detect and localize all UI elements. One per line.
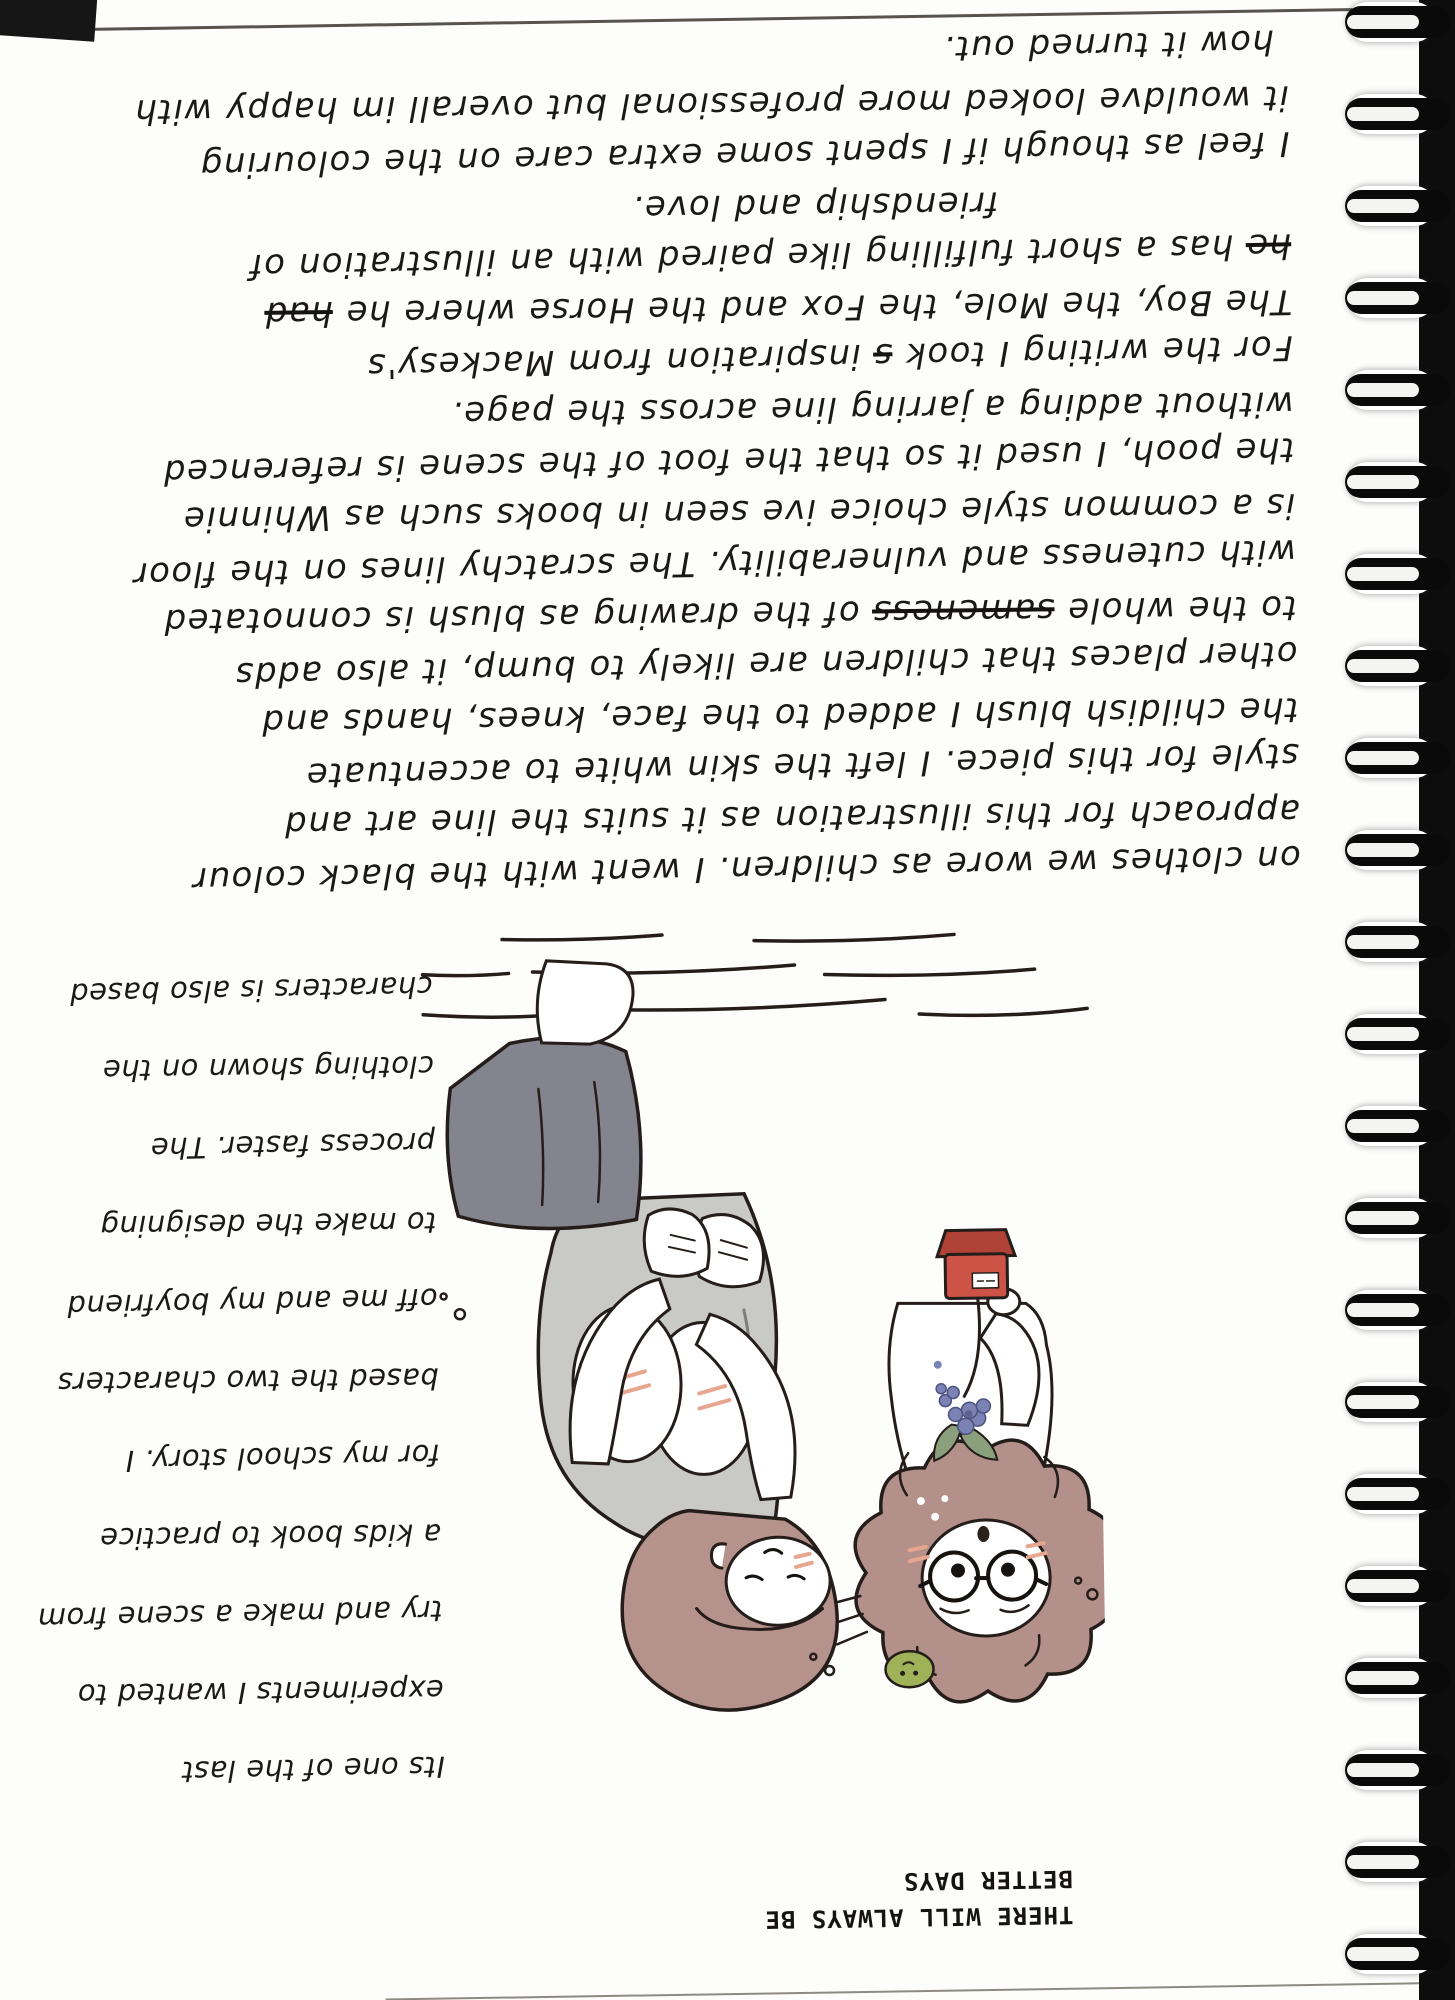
spiral-coil (1345, 1198, 1451, 1238)
spiral-coil (1345, 2, 1451, 42)
handwriting-line: the childish blush I added to the face, knees, hands and (260, 689, 1299, 742)
handwriting-line: off me and my boyfriend (66, 1281, 438, 1324)
illustration-caption (764, 1861, 1074, 1938)
handwriting-line: he has a short fulfilling like paired with an illustration of (248, 225, 1292, 287)
handwriting-line: clothing shown on the (102, 1049, 435, 1088)
handwriting-line: characters is also based (69, 969, 434, 1011)
handwriting-line: other places that children are likely to bump, it also adds (234, 633, 1299, 695)
boy-shorts (446, 1036, 642, 1230)
boy-sock (537, 959, 634, 1044)
spiral-coil (1345, 1566, 1451, 1606)
spiral-coil (1345, 1750, 1451, 1790)
handwritten-paragraphs (0, 18, 1301, 905)
spiral-coil (1345, 1842, 1451, 1882)
handwriting-line: how it turned out. (941, 21, 1275, 69)
handwriting-line: try and make a scene from (37, 1593, 443, 1636)
handwriting-line: it wouldve looked more professional but overall im happy with (133, 77, 1290, 132)
handwriting-line: a kids book to practice (99, 1517, 442, 1556)
spiral-coil (1345, 1934, 1451, 1974)
handwritten-column (0, 949, 446, 1814)
handwriting-line: approach for this illustration as it suits the line art and (283, 791, 1301, 844)
handwriting-line: style for this piece. I left the skin white to accentuate (305, 735, 1300, 796)
spiral-coil (1345, 1106, 1451, 1146)
thought-dots-right (441, 1293, 465, 1319)
handwriting-line: on clothes we wore as children. I went with the black colour (191, 837, 1302, 900)
spiral-coil (1345, 1382, 1451, 1422)
spiral-coil (1345, 462, 1451, 502)
caption-line-1: THERE WILL ALWAYS BE (764, 1900, 1074, 1934)
spiral-coil (1345, 554, 1451, 594)
spiral-coil (1345, 1658, 1451, 1698)
illustration-girl (823, 1228, 1107, 1704)
crossed-out-word: sameness (871, 590, 1055, 633)
pasted-illustration (414, 914, 1107, 1735)
spiral-coil (1345, 1014, 1451, 1054)
handwriting-line: for my school story. I (124, 1437, 441, 1478)
handwriting-line: process faster. The (150, 1125, 436, 1166)
handwriting-line: with cuteness and vulnerability. The scratchy lines on the floor (131, 531, 1297, 595)
spiral-coil (1345, 646, 1451, 686)
spiral-coil (1345, 1474, 1451, 1514)
spiral-coil (1345, 1290, 1451, 1330)
illustration-boy (435, 956, 838, 1714)
handwriting-line: to make the designing (99, 1205, 437, 1244)
crossed-out-word: s (872, 335, 893, 376)
handwriting-line: The Boy, the Mole, the Fox and the Horse where he had (264, 281, 1293, 334)
handwriting-line: I feel as though if I spent some extra care on the colouring (198, 123, 1291, 186)
spiral-coil (1345, 94, 1451, 134)
caption-line-2: BETTER DAYS (902, 1864, 1074, 1896)
crossed-out-word: he (1245, 225, 1292, 267)
spiral-coil (1345, 922, 1451, 962)
spiral-coil (1345, 370, 1451, 410)
handwriting-line: without adding a jarring line across the page. (450, 383, 1294, 434)
handwriting-line: based the two characters (57, 1361, 440, 1401)
spiral-coil (1345, 738, 1451, 778)
spiral-coil (1345, 278, 1451, 318)
handwriting-line: the pooh, I used it so that the foot of the scene is referenced (162, 429, 1295, 492)
scanner-corner-shadow (0, 0, 98, 42)
floor-scratch-lines (422, 928, 1087, 1024)
green-creature-accessory (885, 1651, 934, 1688)
spiral-coil (1345, 186, 1451, 226)
handwriting-line: experiments I wanted to (77, 1673, 445, 1712)
handwriting-line: to the whole sameness of the drawing as blush is connotated (162, 587, 1298, 642)
spiral-binding (1325, 0, 1455, 2000)
handwriting-line: friendship and love. (630, 183, 999, 228)
handwriting-line: is a common style choice ive seen in books such as Whinnie (182, 485, 1296, 539)
crossed-out-word: had (264, 293, 334, 334)
spiral-coil (1345, 830, 1451, 870)
handwriting-line: Its one of the last (181, 1749, 446, 1789)
handwriting-line: For the writing I took s inspiration from Mackesy's (366, 327, 1294, 386)
